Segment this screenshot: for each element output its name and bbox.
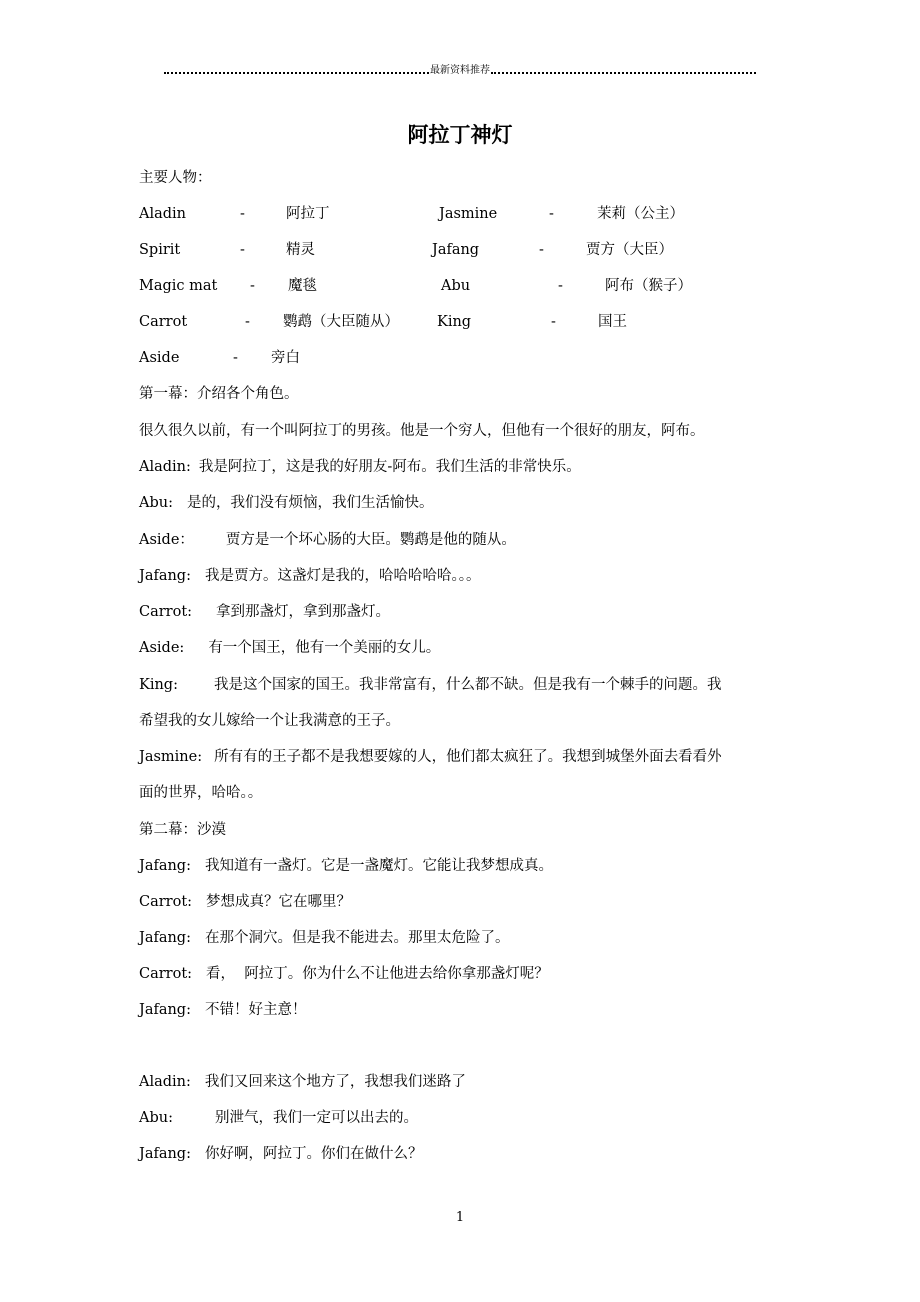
- dialogue-text: 不错！好主意！: [204, 1002, 307, 1018]
- speaker: Aladin:: [139, 459, 191, 475]
- dialogue-line: [139, 928, 509, 948]
- cast-english-name: Jasmine: [439, 206, 498, 222]
- speaker: Carrot:: [139, 894, 193, 910]
- page-header: [164, 64, 756, 78]
- act-heading: 第二幕：沙漠: [139, 822, 226, 838]
- cast-dash: -: [240, 242, 245, 258]
- dialogue-text: 我是阿拉丁，这是我的好朋友-阿布。我们生活的非常快乐。: [198, 459, 581, 475]
- speaker: Jafang:: [139, 568, 191, 584]
- cast-heading: 主要人物：: [139, 170, 212, 186]
- speaker: Carrot:: [139, 604, 193, 620]
- dialogue-line: [139, 602, 390, 622]
- speaker: Jasmine:: [139, 749, 203, 765]
- cast-chinese-name: 鹦鹉（大臣随从）: [283, 314, 399, 330]
- cast-chinese-name: 阿拉丁: [286, 206, 330, 222]
- cast-dash: -: [250, 278, 255, 294]
- cast-english-name: Abu: [441, 278, 471, 294]
- dialogue-text: 别泄气，我们一定可以出去的。: [214, 1110, 418, 1126]
- header-dots-left: [164, 72, 429, 74]
- narration: 很久很久以前，有一个叫阿拉丁的男孩。他是一个穷人，但他有一个很好的朋友，阿布。: [139, 423, 705, 439]
- speaker: Jafang:: [139, 1002, 191, 1018]
- document-title: 阿拉丁神灯: [407, 123, 513, 147]
- dialogue-continuation: 希望我的女儿嫁给一个让我满意的王子。: [139, 713, 400, 729]
- cast-english-name: Spirit: [139, 242, 181, 258]
- speaker: King:: [139, 677, 178, 693]
- cast-chinese-name: 国王: [598, 314, 627, 330]
- dialogue-line: [139, 457, 581, 477]
- dialogue-text: 看， 阿拉丁。你为什么不让他进去给你拿那盏灯呢？: [206, 966, 549, 982]
- cast-dash: -: [539, 242, 544, 258]
- cast-dash: -: [549, 206, 554, 222]
- dialogue-line: [139, 1144, 422, 1164]
- cast-chinese-name: 旁白: [271, 350, 300, 366]
- dialogue-line: [139, 747, 722, 767]
- speaker: Abu:: [139, 1110, 173, 1126]
- cast-chinese-name: 精灵: [286, 242, 315, 258]
- speaker: Aladin:: [139, 1074, 191, 1090]
- speaker: Aside：: [139, 532, 194, 548]
- cast-chinese-name: 茉莉（公主）: [597, 206, 684, 222]
- dialogue-text: 有一个国王，他有一个美丽的女儿。: [208, 640, 441, 656]
- dialogue-line: [139, 856, 553, 876]
- dialogue-line: [139, 964, 549, 984]
- dialogue-text: 贾方是一个坏心肠的大臣。鹦鹉是他的随从。: [225, 532, 516, 548]
- dialogue-line: [139, 1072, 466, 1092]
- dialogue-text: 我是这个国家的国王。我非常富有，什么都不缺。但是我有一个棘手的问题。我: [213, 677, 722, 693]
- dialogue-text: 我是贾方。这盏灯是我的，哈哈哈哈哈。。。: [204, 568, 481, 584]
- speaker: Jafang:: [139, 858, 191, 874]
- speaker: Jafang:: [139, 1146, 191, 1162]
- cast-dash: -: [240, 206, 245, 222]
- dialogue-line: [139, 566, 480, 586]
- act-heading: 第一幕：介绍各个角色。: [139, 386, 299, 402]
- cast-english-name: Jafang: [432, 242, 480, 258]
- dialogue-line: [139, 675, 721, 695]
- dialogue-text: 所有有的王子都不是我想要嫁的人，他们都太疯狂了。我想到城堡外面去看看外: [214, 749, 722, 765]
- dialogue-line: [139, 1000, 306, 1020]
- dialogue-text: 梦想成真？它在哪里？: [206, 894, 352, 910]
- dialogue-line: [139, 493, 433, 513]
- cast-dash: -: [233, 350, 238, 366]
- cast-english-name: Magic mat: [139, 278, 218, 294]
- cast-english-name: Aladin: [139, 206, 187, 222]
- cast-chinese-name: 贾方（大臣）: [586, 242, 673, 258]
- dialogue-text: 是的，我们没有烦恼，我们生活愉快。: [186, 495, 434, 511]
- cast-dash: -: [245, 314, 250, 330]
- speaker: Abu:: [139, 495, 173, 511]
- cast-english-name: Aside: [139, 350, 180, 366]
- cast-dash: -: [551, 314, 556, 330]
- cast-chinese-name: 魔毯: [288, 278, 317, 294]
- dialogue-line: [139, 892, 351, 912]
- dialogue-text: 拿到那盏灯，拿到那盏灯。: [216, 604, 391, 620]
- header-dots-right: [491, 72, 756, 74]
- speaker: Jafang:: [139, 930, 191, 946]
- dialogue-line: [139, 1108, 418, 1128]
- dialogue-text: 我知道有一盏灯。它是一盏魔灯。它能让我梦想成真。: [204, 858, 553, 874]
- cast-english-name: King: [437, 314, 472, 330]
- dialogue-text: 你好啊，阿拉丁。你们在做什么？: [204, 1146, 423, 1162]
- header-text: 最新资料推荐: [430, 65, 490, 76]
- dialogue-continuation: 面的世界，哈哈。。: [139, 785, 263, 801]
- dialogue-text: 在那个洞穴。但是我不能进去。那里太危险了。: [204, 930, 510, 946]
- speaker: Carrot:: [139, 966, 193, 982]
- dialogue-line: [139, 638, 440, 658]
- cast-dash: -: [558, 278, 563, 294]
- dialogue-text: 我们又回来这个地方了，我想我们迷路了: [204, 1074, 466, 1090]
- speaker: Aside:: [139, 640, 185, 656]
- dialogue-line: [139, 530, 516, 550]
- page-number: 1: [455, 1210, 465, 1225]
- cast-chinese-name: 阿布（猴子）: [605, 278, 692, 294]
- cast-english-name: Carrot: [139, 314, 188, 330]
